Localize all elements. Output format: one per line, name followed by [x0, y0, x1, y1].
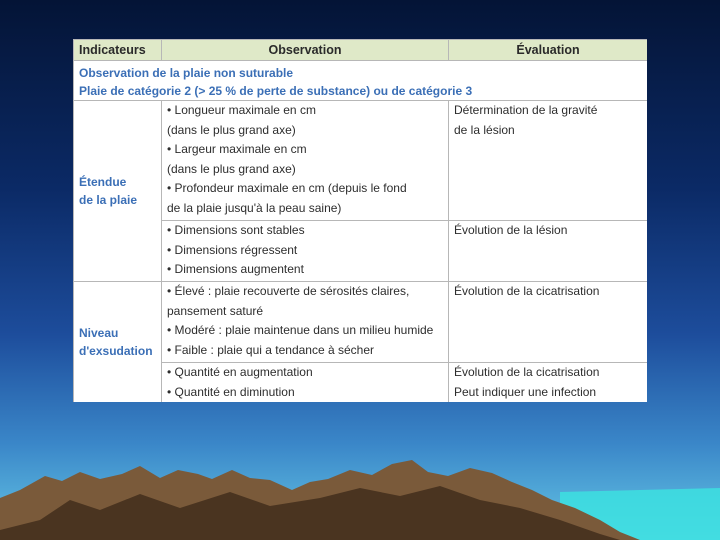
evaluation-cell: [449, 282, 648, 363]
indicator-label: d'exsudation: [79, 344, 153, 358]
observation-line: • Dimensions sont stables: [167, 223, 305, 237]
indicator-table-card: [73, 39, 647, 402]
header-observation: Observation: [162, 40, 449, 61]
indicator-table: [73, 39, 647, 402]
evaluation-cell: [449, 101, 648, 221]
observation-line: • Longueur maximale en cm: [167, 103, 316, 117]
observation-line: • Profondeur maximale en cm (depuis le fond: [167, 181, 407, 195]
table-row: [74, 282, 648, 363]
observation-line: (dans le plus grand axe): [167, 161, 296, 176]
evaluation-line: Évolution de la lésion: [454, 223, 568, 237]
observation-line: • Faible : plaie qui a tendance à sécher: [167, 342, 374, 357]
header-indicateurs: Indicateurs: [74, 40, 162, 61]
observation-line: • Largeur maximale en cm: [167, 142, 307, 156]
evaluation-cell: [449, 221, 648, 282]
observation-line: • Quantité en diminution: [167, 384, 295, 399]
observation-cell: [162, 282, 449, 363]
indicator-etendue: [74, 101, 162, 282]
evaluation-line: de la lésion: [454, 122, 515, 137]
indicator-label: de la plaie: [79, 193, 138, 207]
observation-cell: [162, 101, 449, 221]
header-evaluation: Évaluation: [449, 40, 648, 61]
table-header-row: [74, 40, 648, 61]
evaluation-cell: [449, 363, 648, 403]
observation-cell: [162, 221, 449, 282]
observation-line: pansement saturé: [167, 303, 264, 318]
observation-line: • Dimensions régressent: [167, 242, 298, 257]
evaluation-line: Peut indiquer une infection: [454, 384, 597, 399]
intro-line: Plaie de catégorie 2 (> 25 % de perte de substance) ou de catégorie 3: [79, 84, 473, 98]
table-row: [74, 101, 648, 221]
evaluation-line: Évolution de la cicatrisation: [454, 365, 600, 379]
observation-line: (dans le plus grand axe): [167, 122, 296, 137]
intro-row: [74, 61, 648, 101]
indicator-label: Étendue: [79, 175, 127, 189]
intro-line: Observation de la plaie non suturable: [79, 66, 294, 80]
observation-cell: [162, 363, 449, 403]
observation-line: • Quantité en augmentation: [167, 365, 313, 379]
indicator-exsudation: [74, 282, 162, 403]
intro-cell: [74, 61, 648, 101]
observation-line: • Élevé : plaie recouverte de sérosités claires,: [167, 284, 410, 298]
observation-line: • Modéré : plaie maintenue dans un milieu humide: [167, 323, 434, 337]
indicator-label: Niveau: [79, 326, 119, 340]
observation-line: • Dimensions augmentent: [167, 262, 304, 276]
observation-line: de la plaie jusqu'à la peau saine): [167, 200, 342, 215]
evaluation-line: Évolution de la cicatrisation: [454, 284, 600, 298]
evaluation-line: Détermination de la gravité: [454, 103, 598, 117]
